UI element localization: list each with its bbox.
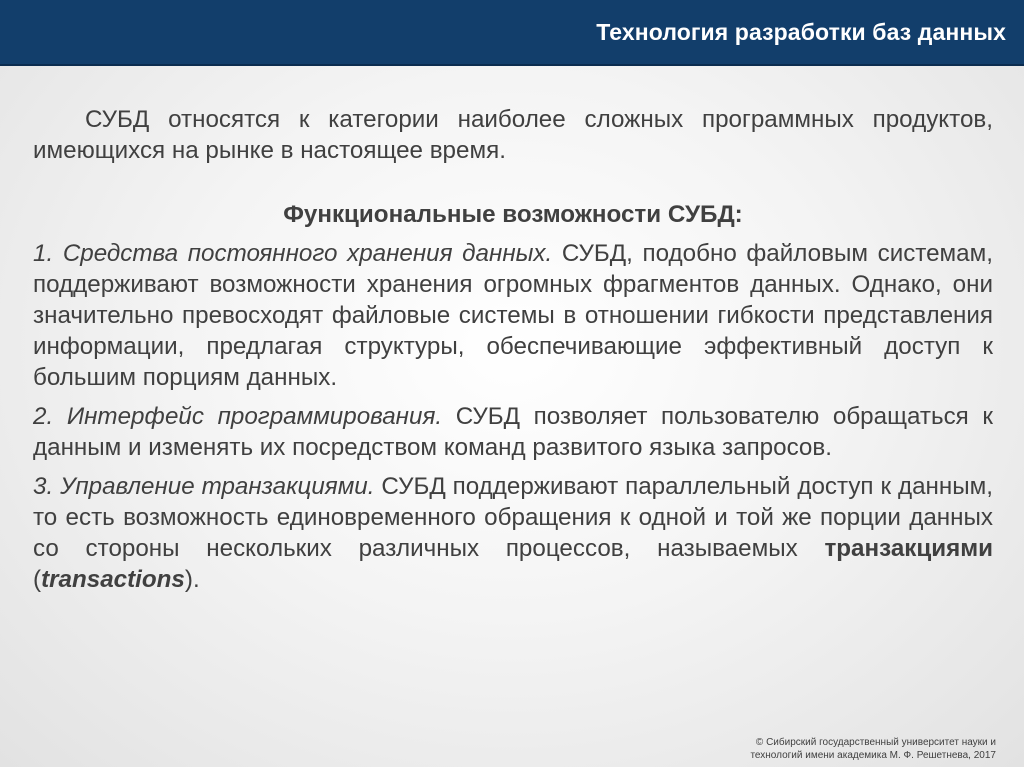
slide-title: Технология разработки баз данных (596, 19, 1006, 45)
footer-line-2: технологий имени академика М. Ф. Решетнева, 2017 (750, 750, 996, 761)
header-bar (0, 0, 1024, 66)
paren-open: ( (33, 566, 42, 593)
transactions-term-en: transactions (41, 566, 185, 593)
item-term: Управление транзакциями. (60, 473, 375, 500)
list-item (33, 401, 993, 463)
item-number: 2. (33, 403, 54, 430)
item-number: 3. (33, 473, 54, 500)
item-text: СУБД, подобно файловым системам, поддерживают возможности хранения огромных фрагментов данных. Однако, они значительно превосходят файловые системы в отношении гибкости представления информации, предлагая структуры, обеспечивающие эффективный доступ к большим порциям данных. (33, 240, 993, 391)
item-number: 1. (33, 240, 54, 267)
item-text: СУБД позволяет пользователю обращаться к данным и изменять их посредством команд развитого языка запросов. (33, 403, 993, 461)
item-term: Средства постоянного хранения данных. (62, 240, 553, 267)
item-term: Интерфейс программирования. (66, 403, 443, 430)
transactions-term-ru: транзакциями (824, 535, 993, 562)
item-text: СУБД поддерживают параллельный доступ к данным, то есть возможность единовременного обращения к одной и той же порции данных со стороны нескольких различных процессов, называемых (33, 473, 993, 562)
footer-line-1: © Сибирский государственный университет науки и (755, 737, 996, 748)
paren-close: ). (184, 566, 200, 593)
slide-content (33, 104, 993, 595)
list-item (33, 238, 993, 393)
copyright-footer (750, 736, 996, 762)
list-item (33, 471, 993, 595)
intro-paragraph: СУБД относятся к категории наиболее сложных программных продуктов, имеющихся на рынке в настоящее время. (33, 106, 993, 164)
section-heading: Функциональные возможности СУБД: (283, 201, 743, 228)
